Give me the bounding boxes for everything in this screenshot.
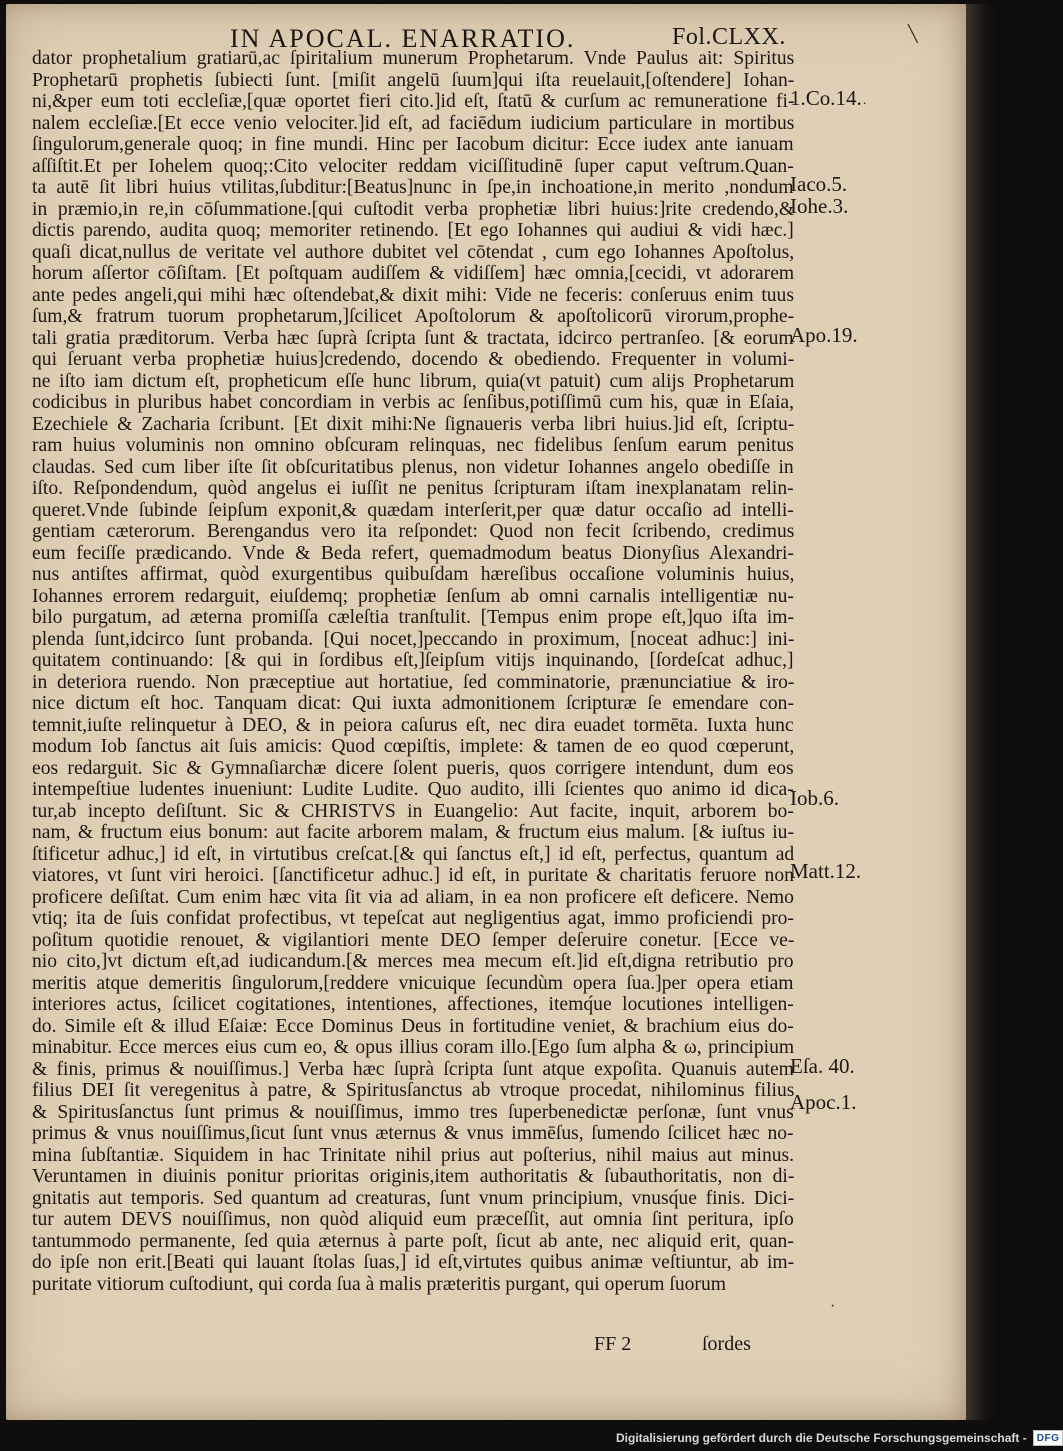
text-line: vtiq; ita de ſuis confidat profectibus, vt tepeſcat aut negligentius agat, immo proficiendi pro-	[32, 908, 794, 929]
text-line: iſto. Reſpondendum, quòd angelus ei iuſſit ne penitus ſcripturam iſtam inexplanatam relin-	[32, 478, 794, 499]
folio-number: Fol.CLXX.	[672, 24, 786, 50]
marginal-reference: Iaco.5.	[790, 172, 848, 196]
text-line: qui ſeruant verba prophetiæ huius]credendo, docendo & obediendo. Frequenter in volumi-	[32, 349, 795, 370]
marginal-reference: Apo.19.	[790, 323, 858, 347]
text-line: viatores, vt ſunt viri heroici. [ſanctificetur adhuc.] id eſt, in puritate & charitatis feruore non	[32, 865, 794, 886]
text-line: & finis, primus & nouiſſimus.] Verba hæc ſuprà ſcripta ſunt atque expoſita. Quanuis autem	[32, 1058, 794, 1080]
text-line: Veruntamen in diuinis ponitur prioritas originis,item authoritatis & ſubauthoritatis, non di-	[32, 1166, 795, 1187]
text-line: aſſiſtit.Et per Iohelem quoq;:Cito velociter reddam viciſſitudinē ſuper caput veſtrum.Quan-	[32, 155, 794, 177]
text-line: Prophetarū prophetis ſubiecti ſunt. [miſit angelū ſuum]qui iſta reuelauit,[oſtendere] Iohan-	[32, 69, 795, 91]
dfg-logo-icon[interactable]: DFG	[1033, 1430, 1063, 1446]
signature-mark: FF 2	[594, 1333, 632, 1355]
text-line: gnitatis aut temporis. Sed quantum ad creaturas, ſunt vnum principium, vnusq́ue finis. Dici-	[32, 1187, 795, 1209]
text-line: do. Simile eſt & illud Eſaiæ: Ecce Dominus Deus in fortitudine veniet, & brachium eius do-	[32, 1015, 794, 1037]
text-line: eum feciſſe prædicando. Vnde & Beda refert, quemadmodum beatus Dionyſius Alexandri-	[32, 542, 794, 564]
text-line: nam, & fructum eius bonum: aut facite arborem malam, & fructum eius malum. [& iuſtus iu-	[32, 822, 794, 843]
digitization-notice-text: Digitalisierung gefördert durch die Deutsche Forschungsgemeinschaft -	[616, 1431, 1027, 1445]
text-line: do ipſe non erit.[Beati qui lauant ſtolas ſuas,] id eſt,virtutes quibus animæ veſtiuntur, ab im-	[32, 1252, 795, 1273]
text-line: puritate vitiorum cuſtodiunt, qui corda ſua à malis præteritis purgant, qui operum ſuorum	[32, 1273, 726, 1295]
marginal-reference: Matt.12.	[790, 859, 862, 883]
text-line: queret.Vnde ſubinde ſeipſum exponit,& quædam interſerit,per quæ datur occaſio ad intelli-	[32, 499, 794, 521]
text-line: mina ſubſtantiæ. Siquidem in hac Trinitate nihil prius aut poſterius, nihil maius aut minus.	[32, 1144, 795, 1166]
text-line: modum Iob ſanctus ait ſuis amicis: Quod cœpiſtis, implete: & tamen de eo quod cœperunt,	[32, 736, 795, 757]
text-line: ante pedes angeli,qui mihi hæc oſtendebat,& dixit mihi: Vide ne feceris: conſeruus enim tuus	[32, 284, 794, 306]
marginal-reference: Apoc.1.	[790, 1090, 857, 1114]
text-line: interiores actus, ſcilicet cogitationes, intentiones, affectiones, itemq́ue locutiones intelligen-	[32, 994, 794, 1015]
text-line: nice dictum eſt hoc. Tanquam dicat: Qui iuxta admonitionem ſcripturæ ſe emendare con-	[32, 693, 794, 714]
text-line: tali gratia præditorum. Verba hæc ſuprà ſcripta ſunt & tractata, idcirco pertranſeo. [& eorum	[32, 327, 794, 349]
text-line: ram huius voluminis non omnino obſcuram relinquas, nec fidelibus ſenſum earum penitus	[32, 435, 794, 456]
text-line: quaſi dicat,nullus de veritate vel authore dubitet vel cōtendat , cum ego Iohannes Apoſtolus,	[32, 241, 795, 263]
text-line: claudas. Sed cum liber iſte ſit obſcuritatibus plenus, non videtur Iohannes angelo obediſſe in	[32, 456, 794, 478]
digitization-notice	[616, 1428, 1060, 1448]
catchword: ſordes	[702, 1333, 751, 1355]
text-line: intempeſtiue ludentes inueniunt: Ludite Ludite. Quo audito, illi ſcientes quo animo id dica-	[32, 779, 794, 800]
text-line: Iohannes errorem redarguit, eiuſdemq; prophetiæ ſenſum ab omni carnalis intelligentiæ nu-	[32, 585, 794, 607]
text-line: meritis atque demeritis ſingulorum,[reddere vnicuique ſecundùm opera ſua.]per opera etiam	[32, 972, 794, 994]
text-line: poſitum quotidie renouet, & vigilantiori mente DEO ſemper deſeruire conetur. [Ecce ve-	[32, 929, 795, 951]
ink-mark: ╲	[908, 26, 918, 43]
text-line: ſingulorum,generale quoq; in fine mundi. Hinc per Iacobum dicitur: Ecce iudex ante ianuam	[32, 134, 794, 155]
text-line: codicibus in pluribus habet concordiam in verbis ac ſenſibus,potiſſimū cum his, quæ in Eſaia,	[32, 392, 795, 413]
text-line: dictis parendo, audita quoq; memoriter retinendo. [Et ego Iohannes qui audiui & vidi hæc.]	[32, 220, 794, 241]
text-line: nio cito,]vt dictum eſt,ad iudicandum.[& merces mea mecum eſt.]id eſt,digna retributio pro	[32, 951, 794, 972]
body-text-block	[32, 48, 794, 1295]
marginal-reference: Iohe.3.	[790, 194, 849, 218]
text-line: ne iſto iam dictum eſt, propheticum eſſe hunc librum, quia(vt patuit) cum alijs Prophetarum	[32, 370, 795, 392]
text-line: minabitur. Ecce merces eius cum eo, & opus illius coram illo.[Ego ſum alpha & ω, principium	[32, 1037, 795, 1058]
text-line: in præmio,in re,in cōſummatione.[qui cuſtodit verba prophetiæ libri huius:]rite credendo,&	[32, 198, 795, 220]
ink-mark: ·	[830, 1298, 836, 1315]
text-line: & Spiritusſanctus ſunt primus & nouiſſimus, immo tres ſuperbenedictæ perſonæ, ſunt vnus	[32, 1101, 794, 1123]
text-line: dator prophetalium gratiarū,ac ſpiritalium munerum Prophetarum. Vnde Paulus ait: Spiritus	[32, 48, 795, 69]
text-line: plenda ſunt,idcirco ſunt probanda. [Qui nocet,]peccando in proximum, [noceat adhuc:] ini-	[32, 628, 795, 650]
text-line: tur autem DEVS nouiſſimus, non quòd aliquid eum præceſſit, aut omnia ſint peritura, ipſo	[32, 1209, 794, 1230]
text-line: primus & vnus nouiſſimus,ſicut ſunt vnus æternus & vnus immēſus, ſumendo ſcilicet hæc no-	[32, 1123, 794, 1144]
text-line: filius DEI ſit veregenitus à patre, & Spiritusſanctus ab vtroque procedat, nihilominus filius	[32, 1080, 795, 1101]
text-line: ſum,& fratrum tuorum prophetarum,]ſcilicet Apoſtolorum & apoſtolicorū virorum,prophe-	[32, 306, 795, 327]
text-line: ni,&per eum toti eccleſiæ,[quæ oportet fieri cito.]id eſt, ſtatū & curſum ac remuneratione fi-	[32, 91, 795, 112]
running-title: IN APOCAL. ENARRATIO.	[230, 24, 576, 53]
ink-mark: ˙	[862, 100, 868, 117]
text-line: eos redarguit. Sic & Gymnaſiarchæ dicere ſolent pueris, quos corrigere intendunt, dum eos	[32, 757, 794, 779]
text-line: quitatem continuando: [& qui in ſordibus eſt,]ſeipſum vitijs inquinando, [ſordeſcat adhuc,]	[32, 650, 794, 671]
text-line: tantummodo permanente, ſed quia æternus à parte poſt, ſicut ab ante, nec aliquid erit, quan-	[32, 1230, 794, 1252]
text-line: temnit,iuſte relinquetur à DEO, & in peiora caſurus eſt, nec dira euadet tormēta. Iuxta hunc	[32, 714, 794, 736]
marginal-reference: Eſa. 40.	[790, 1054, 855, 1078]
text-line: nalem eccleſiæ.[Et ecce venio velociter.]id eſt, ad faciēdum iudicium particulare in mortibus	[32, 112, 795, 134]
text-line: proficere deſiſtat. Cum enim hæc vita ſit via ad aliam, in ea non proficere eſt deficere. Nemo	[32, 886, 794, 908]
text-line: bilo purgatum, ad æterna promiſſa cæleſtia tranſtulit. [Tempus enim prope eſt,]quo iſta im-	[32, 607, 795, 628]
marginal-reference: Iob.6.	[790, 786, 839, 810]
text-line: in deteriora ruendo. Non præceptiue aut hortatiue, ſed comminatorie, prænunciatiue & iro-	[32, 671, 795, 693]
marginal-reference: 1.Co.14.	[790, 86, 862, 110]
text-line: horum aſſertor cōſiſtam. [Et poſtquam audiſſem & vidiſſem] hæc omnia,[cecidi, vt adorarem	[32, 263, 795, 284]
text-line: ſtificetur adhuc,] id eſt, in virtutibus creſcat.[& qui ſanctus eſt,] id eſt, perfectus, quantum ad	[32, 843, 795, 865]
text-line: tur,ab incepto deſiſtunt. Sic & CHRISTVS in Euangelio: Aut facite, inquit, arborem bo-	[32, 800, 794, 822]
text-line: ta autē ſit libri huius vtilitas,ſubditur:[Beatus]nunc in ſpe,in inchoatione,in merito ,nondum	[32, 177, 794, 198]
text-line: Ezechiele & Zacharia ſcribunt. [Et dixit mihi:Ne ſignaueris verba libri huius.]id eſt, ſcriptu-	[32, 413, 795, 435]
text-line: gentiam cæterorum. Berengandus vero ita reſpondet: Quod non fecit ſcribendo, credimus	[32, 521, 795, 542]
text-line: nus antiſtes affirmat, quòd exurgentibus quibuſdam hæreſibus occaſione voluminis huius,	[32, 564, 795, 585]
page-edge-shadow	[966, 4, 1000, 1420]
